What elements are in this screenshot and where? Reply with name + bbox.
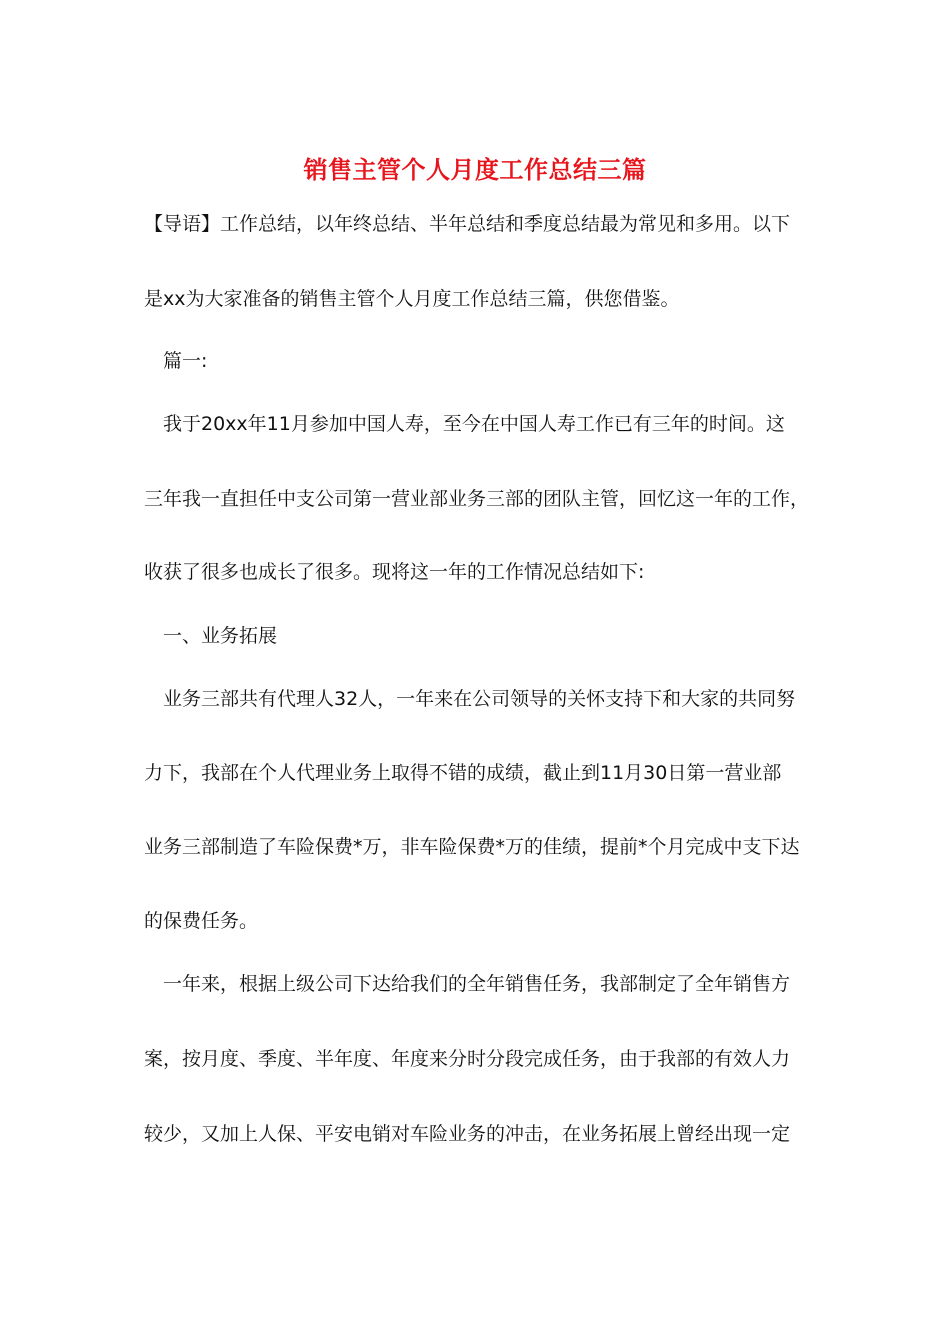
paragraph-line: 业务三部制造了车险保费*万，非车险保费*万的佳绩，提前*个月完成中支下达 <box>144 836 800 858</box>
paragraph-line: 较少，又加上人保、平安电销对车险业务的冲击，在业务拓展上曾经出现一定 <box>144 1123 791 1145</box>
paragraph-line: 三年我一直担任中支公司第一营业部业务三部的团队主管，回忆这一年的工作， <box>144 488 810 510</box>
paragraph-line: 收获了很多也成长了很多。现将这一年的工作情况总结如下: <box>144 561 645 583</box>
paragraph-line: 是xx为大家准备的销售主管个人月度工作总结三篇，供您借鉴。 <box>144 288 680 310</box>
paragraph-line: 【导语】工作总结，以年终总结、半年总结和季度总结最为常见和多用。以下 <box>144 213 791 235</box>
paragraph-line: 业务三部共有代理人32人，一年来在公司领导的关怀支持下和大家的共同努 <box>163 688 796 710</box>
paragraph-line: 力下，我部在个人代理业务上取得不错的成绩，截止到11月30日第一营业部 <box>144 762 782 784</box>
paragraph-line: 我于20xx年11月参加中国人寿，至今在中国人寿工作已有三年的时间。这 <box>163 413 785 435</box>
section-heading: 一、业务拓展 <box>163 625 278 647</box>
paragraph-line: 案，按月度、季度、半年度、年度来分时分段完成任务，由于我部的有效人力 <box>144 1048 791 1070</box>
section-heading: 篇一: <box>163 350 208 372</box>
paragraph-line: 一年来，根据上级公司下达给我们的全年销售任务，我部制定了全年销售方 <box>163 973 791 995</box>
paragraph-line: 的保费任务。 <box>144 910 259 932</box>
document-title: 销售主管个人月度工作总结三篇 <box>303 156 647 184</box>
